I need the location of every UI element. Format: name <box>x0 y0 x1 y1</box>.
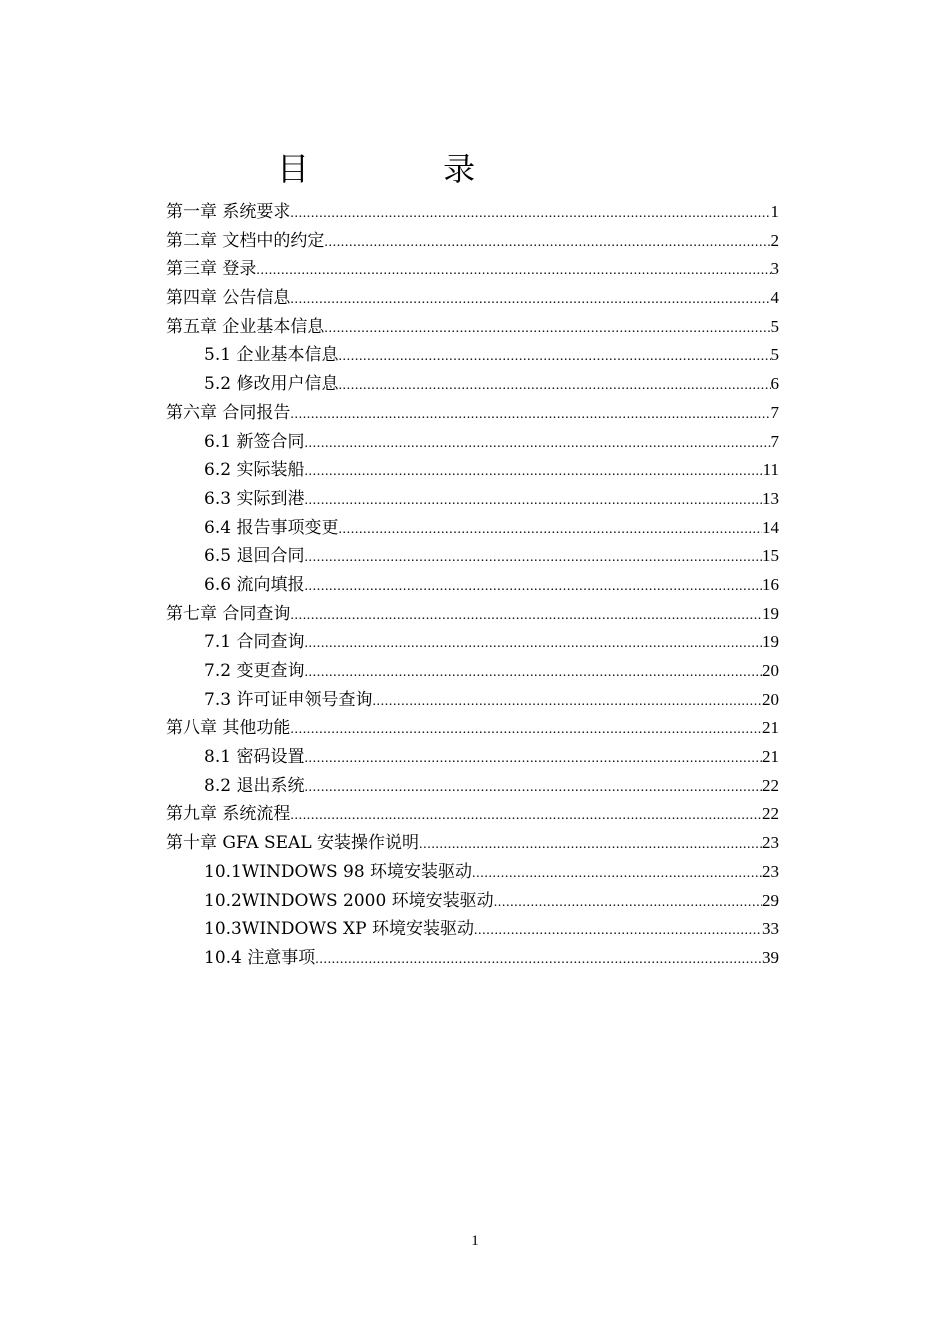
toc-entry-page: 5 <box>770 316 779 336</box>
toc-entry[interactable] <box>166 399 779 428</box>
dot-leader <box>324 315 770 343</box>
toc-entry-label: 7.1 合同查询 <box>204 632 305 653</box>
toc-entry-page: 7 <box>770 431 779 451</box>
dot-leader <box>290 200 770 228</box>
toc-entry-label: 第四章 公告信息 <box>166 288 291 309</box>
toc-entry-page: 6 <box>770 374 779 394</box>
dot-leader <box>324 229 770 257</box>
dot-leader <box>372 688 762 716</box>
toc-entry-page: 7 <box>770 402 779 422</box>
toc-entry-page: 15 <box>762 546 779 566</box>
toc-entry-label: 第七章 合同查询 <box>166 603 291 624</box>
toc-entry-page: 20 <box>762 689 779 709</box>
toc-entry-page: 14 <box>762 517 779 537</box>
table-of-contents <box>166 198 779 973</box>
toc-entry-label: 6.5 退回合同 <box>204 546 305 567</box>
toc-entry-page: 5 <box>770 345 779 365</box>
toc-entry-page: 22 <box>762 775 779 795</box>
dot-leader <box>338 516 762 544</box>
toc-entry-page: 29 <box>762 890 779 910</box>
dot-leader <box>419 831 762 859</box>
toc-entry[interactable] <box>166 571 779 600</box>
toc-entry-label: 第三章 登录 <box>166 259 257 280</box>
toc-entry[interactable] <box>166 800 779 829</box>
toc-entry-label: 5.2 修改用户信息 <box>204 374 339 395</box>
toc-entry-label: 第六章 合同报告 <box>166 402 291 423</box>
toc-entry-label: 10.1WINDOWS 98 环境安装驱动 <box>204 861 473 882</box>
toc-entry-page: 4 <box>770 288 779 308</box>
toc-entry[interactable] <box>166 284 779 313</box>
toc-entry-page: 39 <box>762 947 779 967</box>
dot-leader <box>338 372 770 400</box>
toc-entry-label: 第二章 文档中的约定 <box>166 230 325 251</box>
toc-entry-label: 6.4 报告事项变更 <box>204 517 339 538</box>
toc-entry-page: 13 <box>762 488 779 508</box>
toc-entry[interactable] <box>166 370 779 399</box>
toc-entry-page: 23 <box>762 861 779 881</box>
dot-leader <box>290 716 762 744</box>
dot-leader <box>474 917 762 945</box>
dot-leader <box>304 573 762 601</box>
dot-leader <box>304 659 762 687</box>
toc-entry-label: 10.3WINDOWS XP 环境安装驱动 <box>204 919 474 940</box>
toc-entry-label: 6.6 流向填报 <box>204 574 305 595</box>
dot-leader <box>494 889 762 917</box>
toc-entry[interactable] <box>166 341 779 370</box>
toc-entry-page: 1 <box>770 202 779 221</box>
toc-entry[interactable] <box>166 198 779 227</box>
toc-entry[interactable] <box>166 313 779 342</box>
toc-entry-label: 第十章 GFA SEAL 安装操作说明 <box>166 833 420 854</box>
toc-entry-page: 11 <box>762 460 779 480</box>
toc-entry[interactable] <box>166 227 779 256</box>
page-number: 1 <box>471 1233 479 1249</box>
toc-entry[interactable] <box>166 255 779 284</box>
dot-leader <box>304 458 762 486</box>
toc-entry[interactable] <box>166 887 779 916</box>
toc-title: 目 录 <box>277 150 538 188</box>
toc-entry-label: 第一章 系统要求 <box>166 202 291 222</box>
toc-entry[interactable] <box>166 714 779 743</box>
toc-entry-page: 20 <box>762 661 779 680</box>
dot-leader <box>304 774 762 802</box>
toc-entry-page: 23 <box>762 833 779 853</box>
toc-entry[interactable] <box>166 514 779 543</box>
toc-entry-page: 22 <box>762 804 779 824</box>
toc-entry-page: 21 <box>762 718 779 738</box>
toc-entry[interactable] <box>166 858 779 887</box>
toc-entry-label: 8.2 退出系统 <box>204 775 305 796</box>
toc-entry-label: 第八章 其他功能 <box>166 718 291 739</box>
dot-leader <box>304 745 762 773</box>
toc-entry-label: 7.3 许可证申领号查询 <box>204 689 373 710</box>
toc-entry-label: 6.3 实际到港 <box>204 488 305 509</box>
toc-entry[interactable] <box>166 657 779 686</box>
toc-entry-label: 5.1 企业基本信息 <box>204 345 339 366</box>
toc-entry[interactable] <box>166 743 779 772</box>
toc-entry-page: 3 <box>770 259 779 279</box>
toc-entry-page: 21 <box>762 747 779 767</box>
dot-leader <box>304 487 762 515</box>
dot-leader <box>304 544 762 572</box>
dot-leader <box>315 946 762 974</box>
dot-leader <box>256 257 770 285</box>
toc-entry-label: 第五章 企业基本信息 <box>166 316 325 337</box>
toc-entry[interactable] <box>166 772 779 801</box>
toc-entry[interactable] <box>166 829 779 858</box>
toc-entry[interactable] <box>166 485 779 514</box>
toc-entry[interactable] <box>166 915 779 944</box>
dot-leader <box>290 286 770 314</box>
toc-entry[interactable] <box>166 456 779 485</box>
toc-entry[interactable] <box>166 542 779 571</box>
toc-entry-label: 第九章 系统流程 <box>166 804 291 825</box>
toc-entry-label: 6.1 新签合同 <box>204 431 305 452</box>
dot-leader <box>472 860 762 888</box>
toc-entry-label: 6.2 实际装船 <box>204 460 305 481</box>
dot-leader <box>304 430 770 458</box>
toc-entry-label: 8.1 密码设置 <box>204 747 305 768</box>
toc-entry-page: 19 <box>762 632 779 652</box>
dot-leader <box>304 630 762 658</box>
dot-leader <box>338 343 770 371</box>
toc-entry-label: 7.2 变更查询 <box>204 661 305 681</box>
toc-entry-page: 16 <box>762 574 779 594</box>
dot-leader <box>290 602 762 630</box>
toc-entry[interactable] <box>166 944 779 973</box>
toc-entry-page: 19 <box>762 603 779 623</box>
toc-entry[interactable] <box>166 428 779 457</box>
dot-leader <box>290 802 762 830</box>
toc-entry-label: 10.2WINDOWS 2000 环境安装驱动 <box>204 890 494 911</box>
toc-entry-label: 10.4 注意事项 <box>204 947 316 968</box>
toc-entry[interactable] <box>166 686 779 715</box>
toc-entry-page: 33 <box>762 919 779 939</box>
toc-entry-page: 2 <box>770 230 779 250</box>
toc-entry[interactable] <box>166 600 779 629</box>
dot-leader <box>290 401 770 429</box>
toc-entry[interactable] <box>166 628 779 657</box>
